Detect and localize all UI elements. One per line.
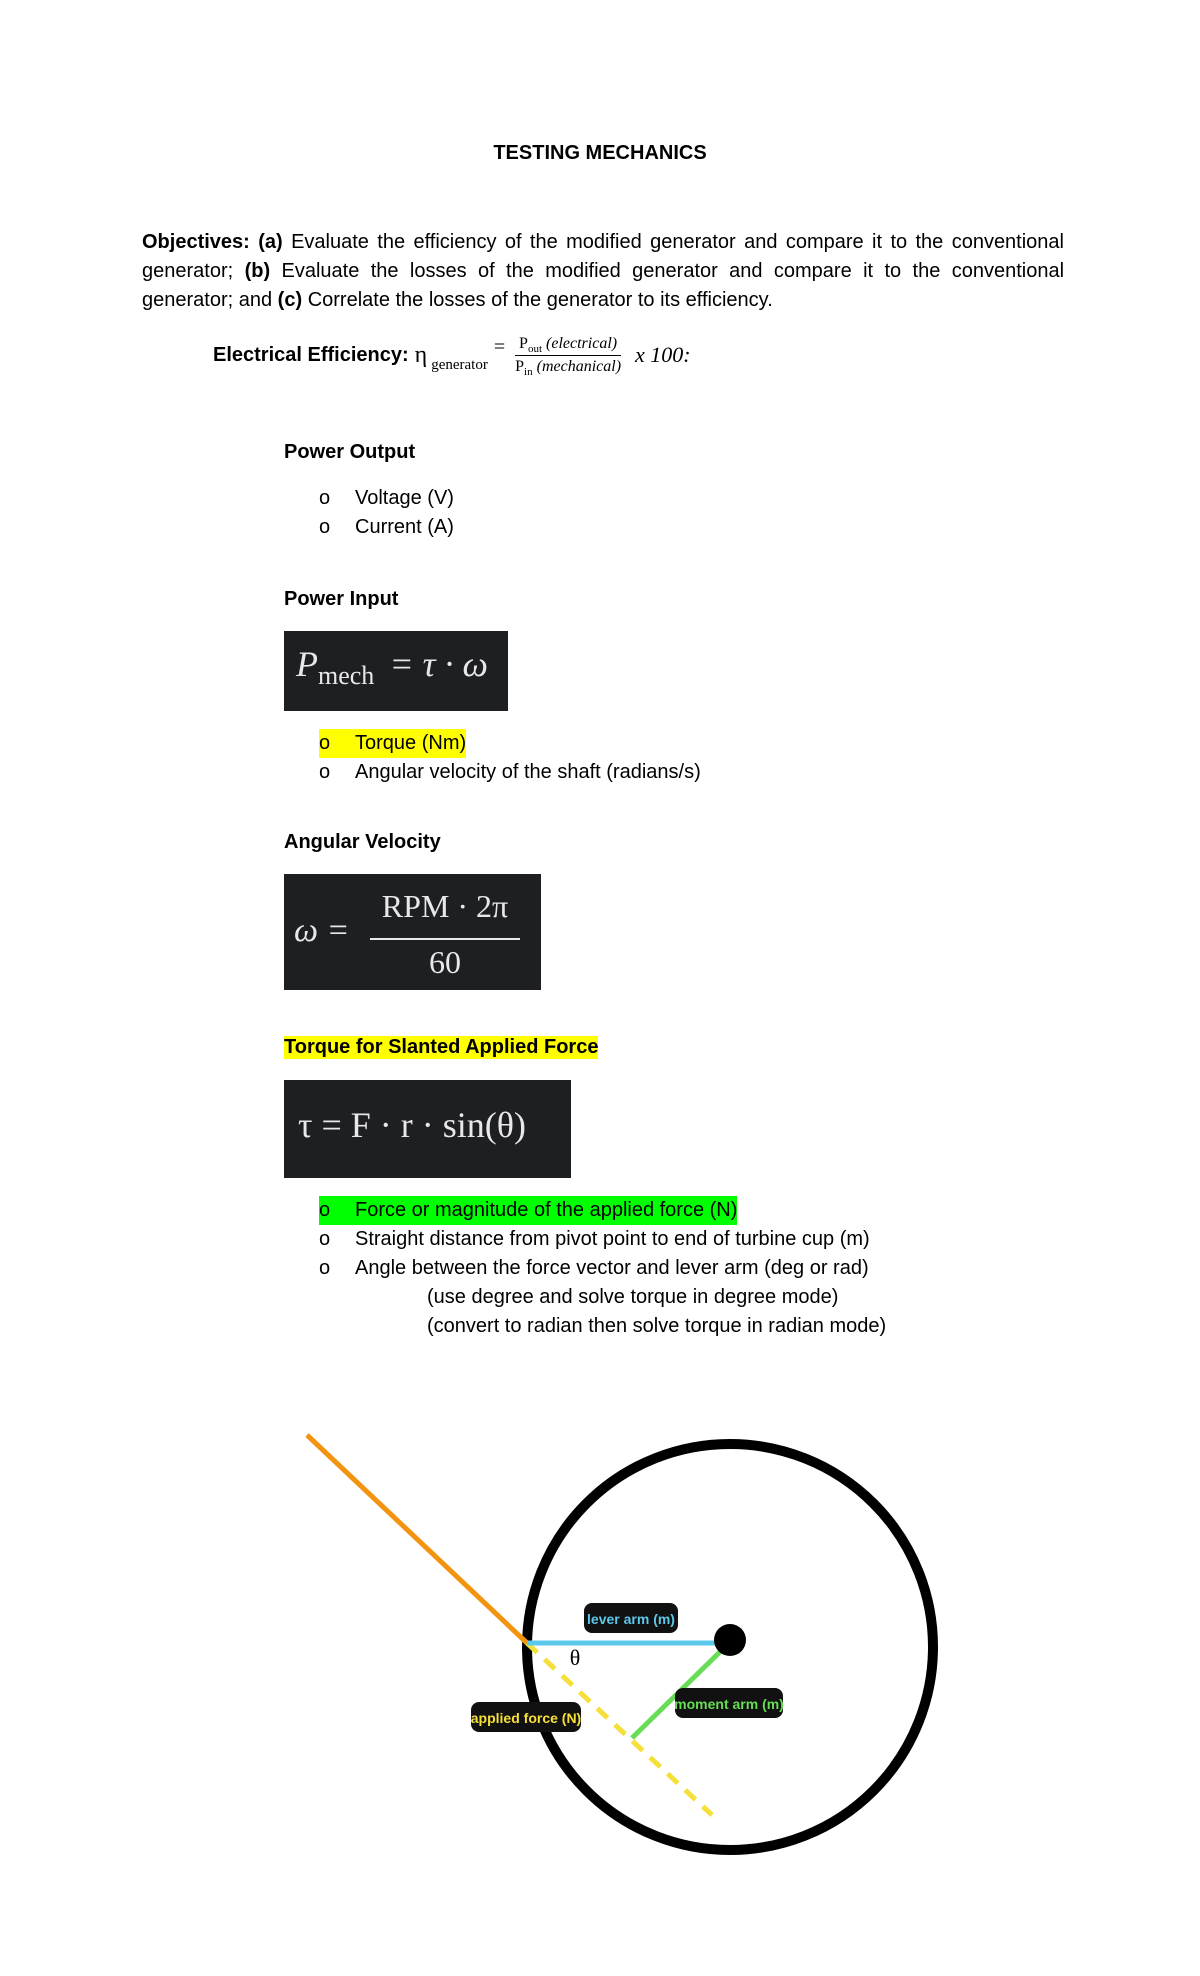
mech-power-symbol: P bbox=[296, 644, 318, 684]
applied-force-line bbox=[307, 1435, 527, 1643]
efficiency-fraction bbox=[511, 335, 625, 376]
efficiency-multiplier: x 100: bbox=[635, 342, 691, 367]
angular-velocity-heading: Angular Velocity bbox=[284, 831, 441, 853]
torque-note-degree: (use degree and solve torque in degree mode) bbox=[427, 1286, 839, 1308]
p-in-qualifier: (mechanical) bbox=[536, 357, 622, 375]
objective-b-text: Evaluate the losses of the modified generator and compare it to the conventional generator; and bbox=[142, 260, 1065, 311]
objective-a-text: Evaluate the efficiency of the modified generator and compare it to the conventional generator; bbox=[142, 231, 1064, 282]
p-out: P bbox=[519, 334, 528, 352]
objective-c-text: Correlate the losses of the generator to its efficiency. bbox=[307, 289, 773, 311]
torque-formula bbox=[284, 1080, 571, 1178]
p-in-sub: in bbox=[524, 365, 533, 378]
torque-diagram bbox=[0, 1400, 1200, 1976]
objectives-paragraph bbox=[142, 228, 1064, 315]
fraction-denominator bbox=[511, 356, 625, 376]
p-out-sub: out bbox=[527, 342, 543, 355]
objectives-label: Objectives: bbox=[142, 231, 250, 253]
objective-a-marker: (a) bbox=[258, 231, 283, 253]
angular-velocity-formula bbox=[284, 874, 541, 990]
p-in: P bbox=[515, 357, 525, 375]
omega-lhs: ω = bbox=[294, 912, 350, 949]
mech-power-rhs: = τ · ω bbox=[389, 644, 488, 684]
torque-note-radian: (convert to radian then solve torque in radian mode) bbox=[427, 1315, 887, 1337]
mech-power-formula bbox=[284, 631, 508, 711]
torque-formula-text: τ = F · r · sin(θ) bbox=[298, 1105, 526, 1145]
eta-symbol: η bbox=[414, 341, 428, 368]
applied-force-label: applied force (N) bbox=[470, 1710, 582, 1726]
efficiency-formula bbox=[213, 330, 691, 380]
p-out-qualifier: (electrical) bbox=[546, 334, 618, 352]
power-output-heading: Power Output bbox=[284, 441, 416, 463]
pivot-point bbox=[714, 1624, 746, 1656]
moment-arm-label: moment arm (m) bbox=[674, 1696, 784, 1712]
omega-numerator: RPM · 2π bbox=[381, 888, 509, 924]
mech-power-subscript: mech bbox=[318, 661, 375, 690]
page-title: TESTING MECHANICS bbox=[493, 142, 707, 164]
torque-heading: Torque for Slanted Applied Force bbox=[284, 1036, 599, 1058]
power-input-heading: Power Input bbox=[284, 588, 399, 610]
fraction-numerator bbox=[515, 335, 621, 356]
fraction-bar bbox=[370, 938, 520, 940]
equals-sign: = bbox=[493, 335, 506, 358]
efficiency-label: Electrical Efficiency: bbox=[213, 343, 409, 366]
objective-c-marker: (c) bbox=[277, 289, 303, 311]
omega-denominator: 60 bbox=[429, 944, 461, 980]
eta-subscript: generator bbox=[431, 356, 488, 373]
objective-b-marker: (b) bbox=[244, 260, 271, 282]
theta-symbol: θ bbox=[569, 1645, 581, 1670]
lever-arm-label: lever arm (m) bbox=[587, 1611, 675, 1627]
